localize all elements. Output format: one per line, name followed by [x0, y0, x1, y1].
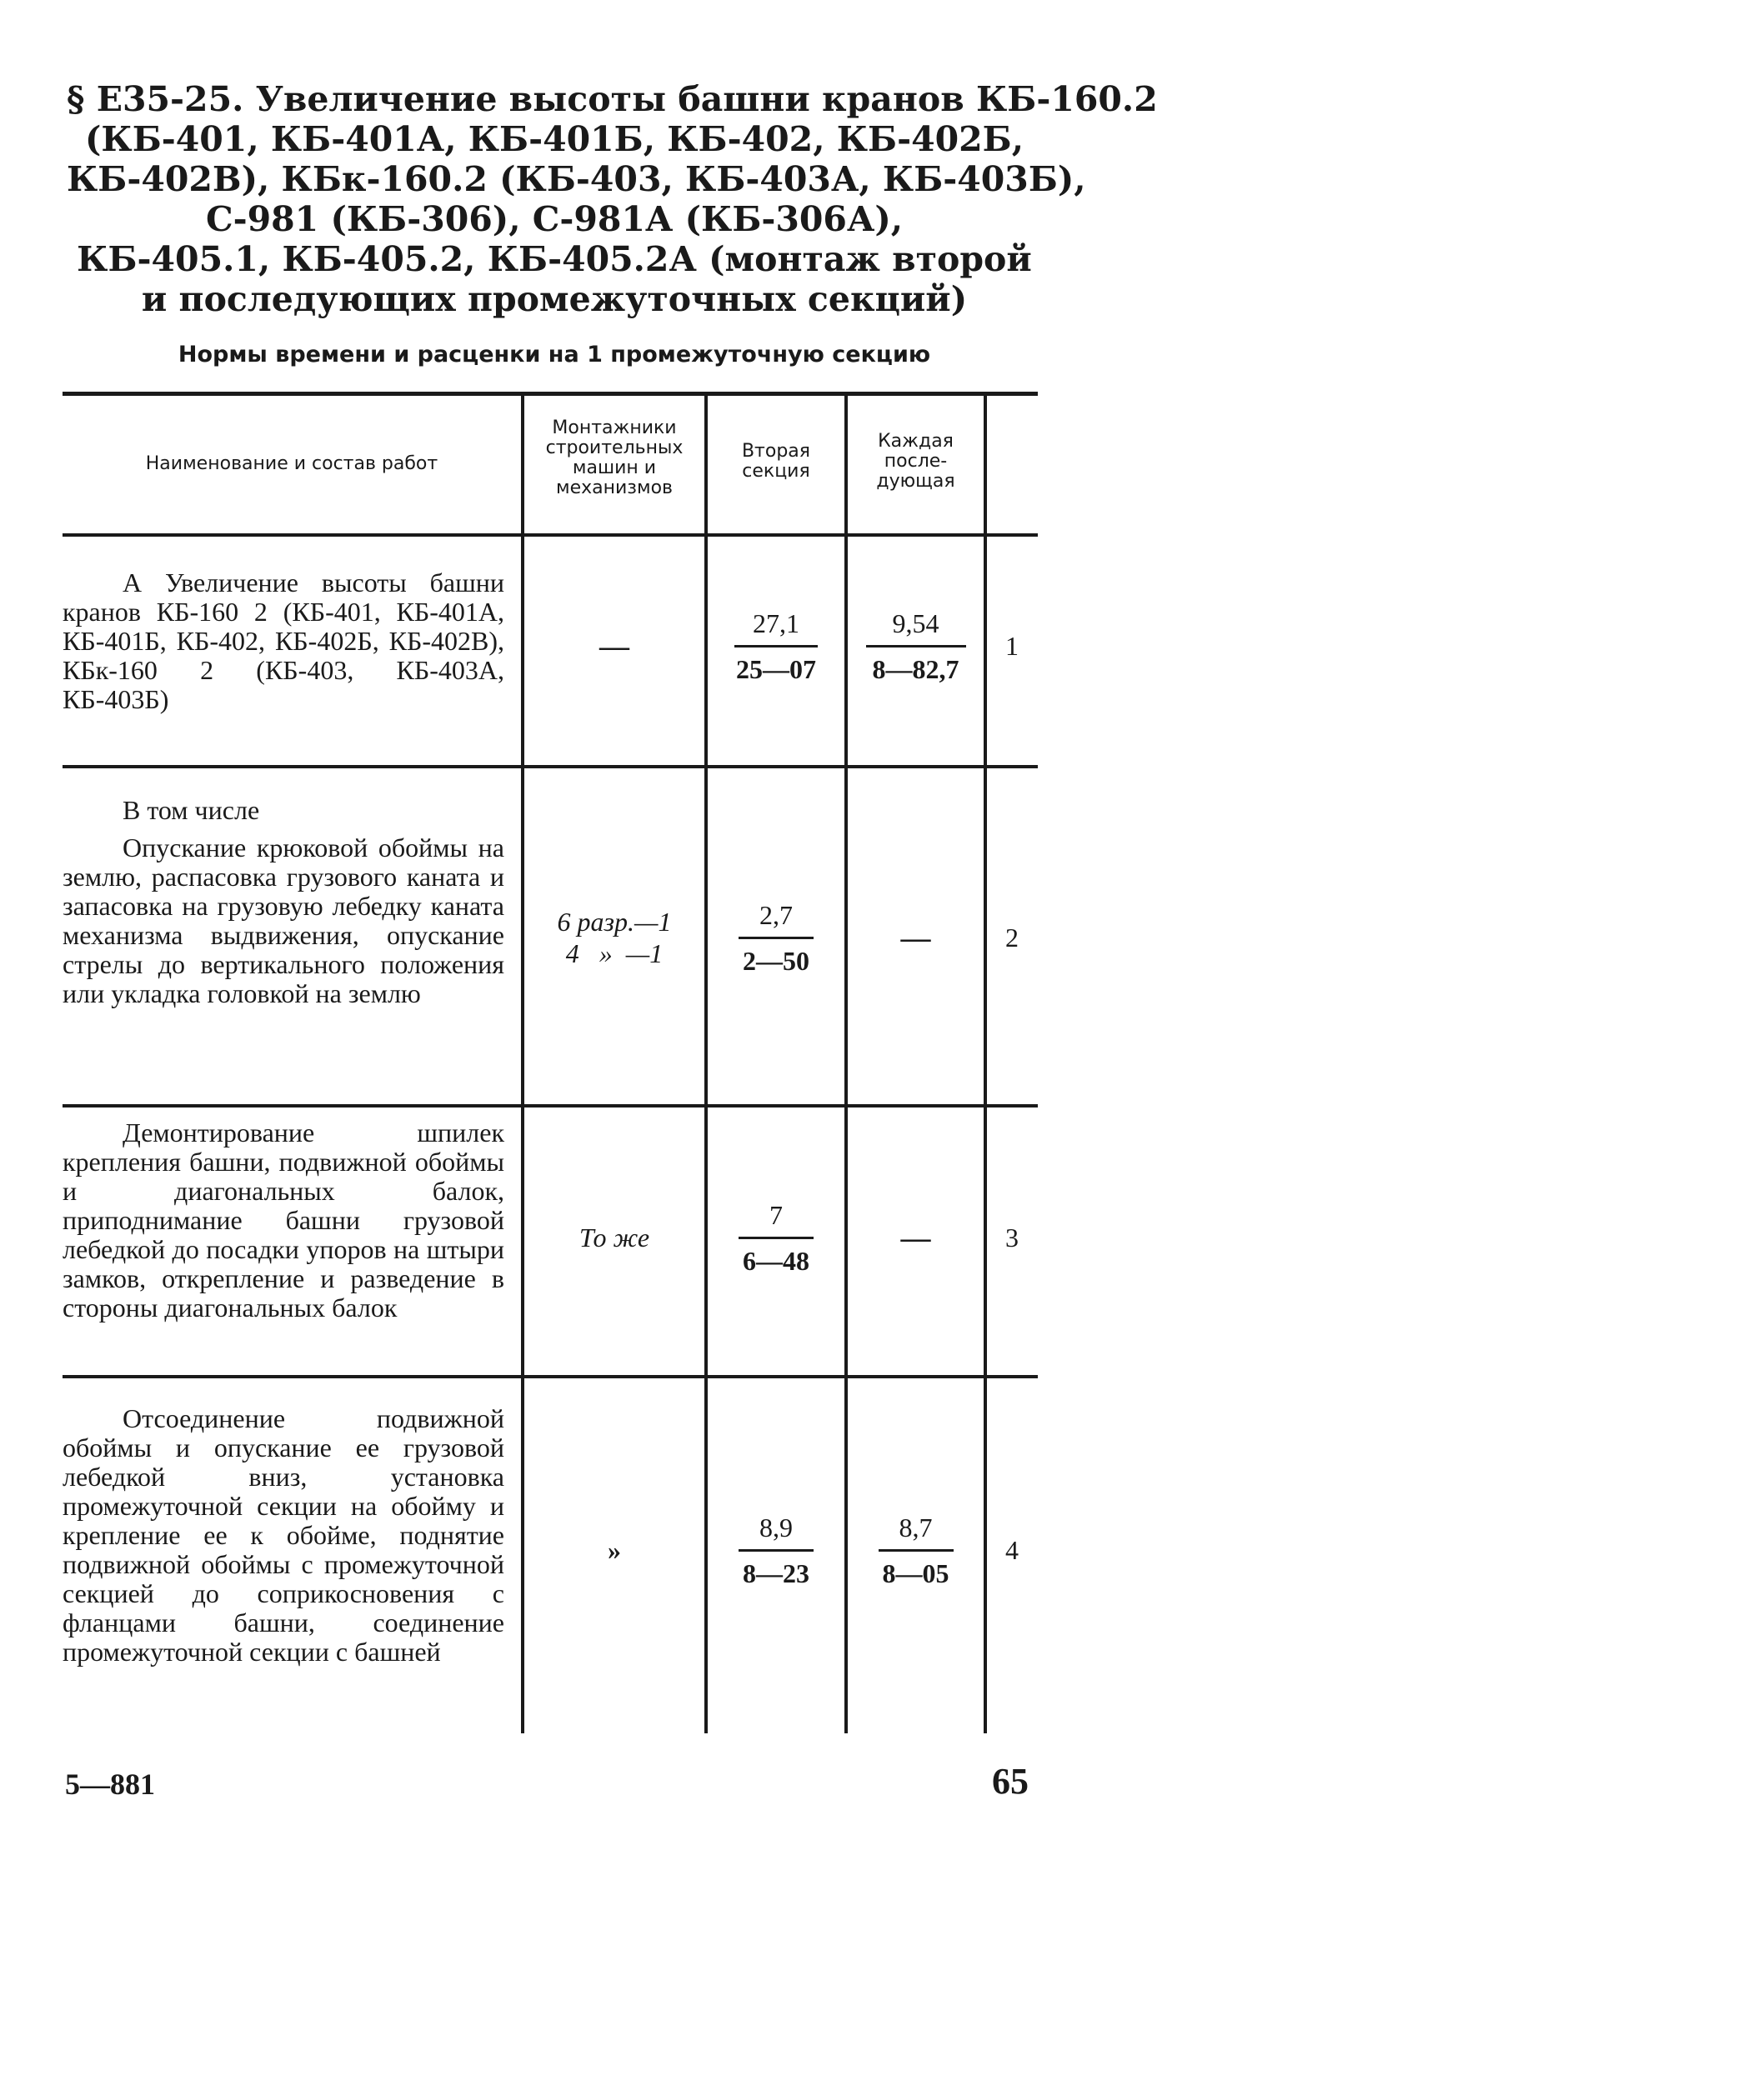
row-2-description: В том числе Опускание крюковой обоймы на землю, распасовка грузового каната и запасовка на грузовую лебедку каната механизма выдвижения, опускание стрелы до вертикального положения или укладка головкой на землю: [63, 795, 504, 1008]
row-4-each: $\frac{8,7}{8—05}$: [848, 1488, 984, 1612]
row-2-number: 2: [1005, 922, 1019, 952]
row-1-each: $\frac{9,54}{8—82,7}$: [848, 583, 984, 708]
row-4-second: $\frac{8,9}{8—23}$: [708, 1488, 844, 1612]
row-4-number: 4: [1005, 1534, 1019, 1565]
title-line: и последующих промежуточных секций): [141, 279, 968, 319]
row-1-second: $\frac{27,1}{25—07}$: [736, 608, 816, 684]
header-each-subsequent: Каждая после- дующая: [876, 431, 955, 492]
row-divider: [63, 1375, 1038, 1378]
row-1-description: А Увеличение высоты башни кранов КБ-160 2 (КБ-401, КБ-401А, КБ-401Б, КБ-402, КБ-402Б, КБ-402В), КБк-160 2 (КБ-403, КБ-403А, КБ-403Б): [63, 568, 504, 714]
header-second-section: Вторая секция: [741, 441, 811, 482]
row-3-description: Демонтирование шпилек крепления башни, подвижной обоймы и диагональных балок, приподнимание башни грузовой лебедкой до посадки упоров на штыри замков, открепление и разведение в стороны диагональных балок: [63, 1118, 504, 1322]
row-2-workers: 6 разр.—1 4 » —1: [557, 907, 672, 968]
title-line: § Е35-25. Увеличение высоты башни кранов КБ-160.2: [67, 79, 1158, 119]
title-line: КБ-402В), КБк-160.2 (КБ-403, КБ-403А, КБ-403Б),: [67, 159, 1086, 199]
title-line: (КБ-401, КБ-401А, КБ-401Б, КБ-402, КБ-402Б,: [85, 119, 1024, 159]
row-1-workers: —: [599, 629, 629, 662]
row-2-each: —: [900, 921, 931, 954]
header-workers: Монтажники строительных машин и механизмов: [545, 418, 684, 498]
row-3-second: $\frac{7}{6—48}$: [708, 1175, 844, 1300]
row-1-number: 1: [1005, 630, 1019, 661]
row-4-workers: »: [608, 1534, 621, 1565]
row-divider: [63, 765, 1038, 768]
header-name: Наименование и состав работ: [145, 453, 438, 474]
row-divider: [63, 1104, 1038, 1108]
section-title: [67, 79, 1158, 319]
title-line: С-981 (КБ-306), С-981А (КБ-306А),: [205, 199, 904, 239]
row-3-workers: То же: [578, 1222, 650, 1252]
table-top-rule: [63, 392, 1038, 396]
row-3-number: 3: [1005, 1222, 1019, 1252]
table-caption: Нормы времени и расценки на 1 промежуточную секцию: [178, 342, 931, 368]
header-bottom-rule: [63, 533, 1038, 537]
row-3-each: —: [900, 1221, 931, 1254]
footer-code: 5—881: [65, 1768, 155, 1801]
row-2-second: $\frac{2,7}{2—50}$: [708, 875, 844, 1000]
title-line: КБ-405.1, КБ-405.2, КБ-405.2А (монтаж второй: [77, 239, 1032, 279]
page-number: 65: [992, 1761, 1029, 1802]
row-4-description: Отсоединение подвижной обоймы и опускание ее грузовой лебедкой вниз, установка промежуточной секции на обойму и крепление ее к обойме, поднятие подвижной обоймы с промежуточной секцией до соприкосновения с фланцами башни, соединение промежуточной секции с башней: [63, 1403, 504, 1667]
